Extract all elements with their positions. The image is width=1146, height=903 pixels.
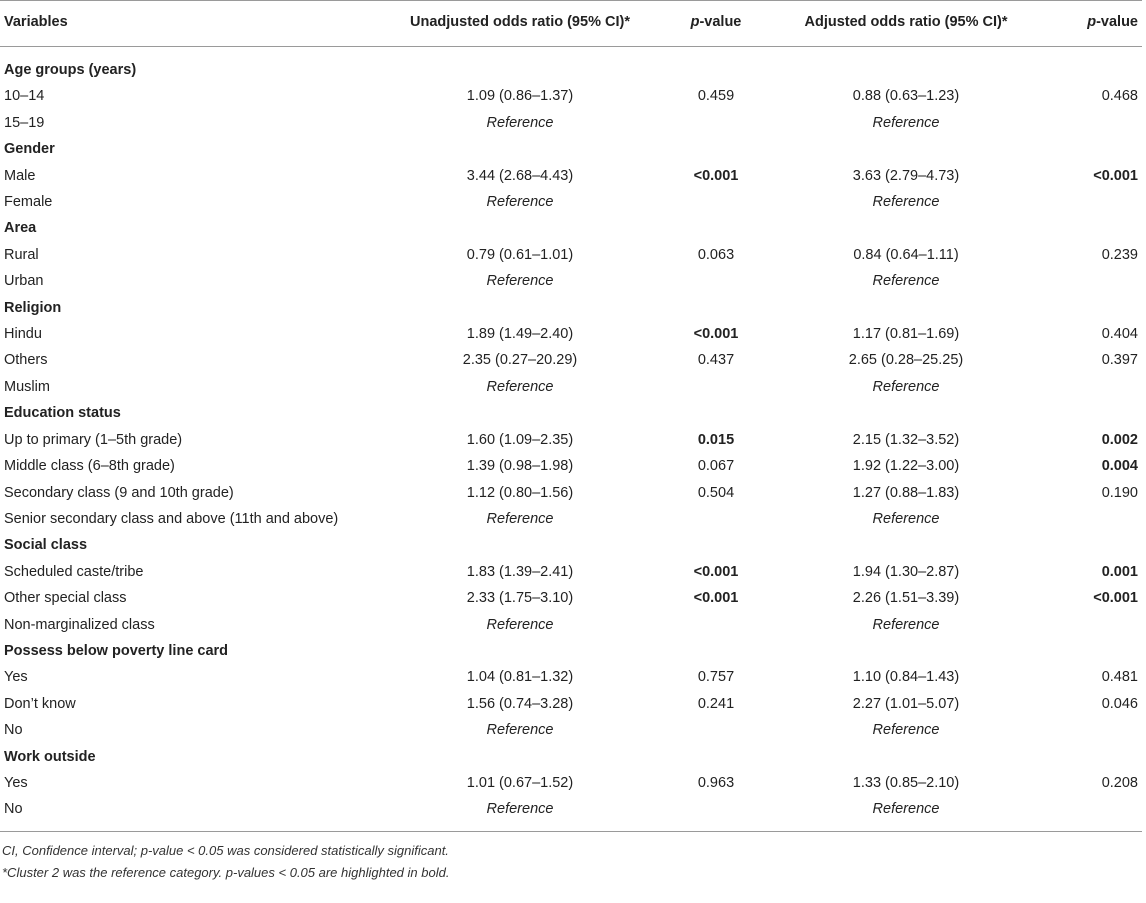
adjusted-pvalue-cell — [1048, 189, 1142, 215]
adjusted-or-cell: 1.17 (0.81–1.69) — [852, 326, 960, 343]
table-row — [0, 427, 1142, 453]
variable-label: Female — [4, 194, 53, 211]
adjusted-or-cell: 1.10 (0.84–1.43) — [852, 669, 960, 686]
adjusted-or-cell-text: Reference — [872, 801, 940, 818]
group-label: Area — [4, 220, 37, 237]
unadjusted-pvalue-cell — [668, 612, 764, 638]
header-pvalue-p: p — [690, 14, 700, 30]
table-row — [0, 242, 1142, 268]
group-header-row — [0, 400, 1142, 426]
variable-label: Rural — [4, 246, 39, 263]
adjusted-or-cell — [764, 506, 1048, 532]
header-unadjusted-odds-ratio: Unadjusted odds ratio (95% CI)* — [410, 14, 630, 30]
header-pvalue-rest: -value — [699, 14, 742, 30]
unadjusted-pvalue-cell: 0.963 — [697, 774, 735, 791]
reference-row — [0, 796, 1142, 831]
group-header-row — [0, 215, 1142, 241]
adjusted-or-cell — [764, 110, 1048, 136]
unadjusted-or-cell — [372, 189, 668, 215]
adjusted-or-cell: 1.27 (0.88–1.83) — [852, 484, 960, 501]
adjusted-pvalue-cell — [1048, 453, 1142, 479]
group-label: Religion — [4, 299, 62, 316]
table-row — [0, 691, 1142, 717]
variable-label: Hindu — [4, 326, 42, 343]
unadjusted-or-cell-text: Reference — [486, 273, 554, 290]
unadjusted-pvalue-cell: 0.504 — [697, 484, 735, 501]
unadjusted-pvalue-cell — [668, 163, 764, 189]
adjusted-or-cell-text: Reference — [872, 722, 940, 739]
adjusted-pvalue-cell: 0.397 — [1101, 352, 1138, 369]
unadjusted-or-cell-text: Reference — [486, 722, 554, 739]
unadjusted-or-cell — [372, 506, 668, 532]
unadjusted-pvalue-cell — [668, 189, 764, 215]
variable-label: Senior secondary class and above (11th and above) — [4, 510, 339, 527]
variable-label: Up to primary (1–5th grade) — [4, 431, 183, 448]
unadjusted-or-cell — [372, 268, 668, 294]
unadjusted-or-cell — [372, 796, 668, 831]
reference-row — [0, 110, 1142, 136]
unadjusted-or-cell-text: Reference — [486, 616, 554, 633]
footnotes — [0, 840, 1146, 884]
table-body — [0, 47, 1142, 832]
reference-row — [0, 268, 1142, 294]
reference-row — [0, 374, 1142, 400]
reference-row — [0, 506, 1142, 532]
group-label: Work outside — [4, 748, 96, 765]
unadjusted-or-cell-text: Reference — [486, 378, 554, 395]
unadjusted-pvalue-cell-text: <0.001 — [693, 326, 739, 343]
adjusted-or-cell — [764, 796, 1048, 831]
adjusted-pvalue-cell: 0.239 — [1101, 246, 1138, 263]
table-row — [0, 480, 1142, 506]
variable-label: 15–19 — [4, 114, 45, 131]
table-row — [0, 664, 1142, 690]
unadjusted-pvalue-cell — [668, 110, 764, 136]
adjusted-or-cell-text: Reference — [872, 510, 940, 527]
unadjusted-or-cell: 1.09 (0.86–1.37) — [466, 88, 574, 105]
unadjusted-or-cell: 1.89 (1.49–2.40) — [466, 326, 574, 343]
adjusted-pvalue-cell: 0.404 — [1101, 326, 1138, 343]
variable-label: 10–14 — [4, 88, 45, 105]
unadjusted-pvalue-cell — [668, 717, 764, 743]
group-label: Gender — [4, 141, 55, 158]
adjusted-or-cell: 2.15 (1.32–3.52) — [852, 431, 960, 448]
adjusted-pvalue-cell — [1048, 796, 1142, 831]
unadjusted-pvalue-cell: 0.437 — [697, 352, 735, 369]
variable-label: Others — [4, 352, 48, 369]
variable-label: No — [4, 722, 23, 739]
variable-label: Yes — [4, 774, 28, 791]
unadjusted-pvalue-cell: 0.459 — [697, 88, 735, 105]
header-row — [0, 1, 1142, 47]
unadjusted-pvalue-cell — [668, 585, 764, 611]
unadjusted-pvalue-cell: 0.067 — [697, 458, 735, 475]
unadjusted-or-cell — [372, 110, 668, 136]
adjusted-pvalue-cell: 0.481 — [1101, 669, 1138, 686]
adjusted-pvalue-cell: 0.468 — [1101, 88, 1138, 105]
group-label: Age groups (years) — [4, 62, 137, 78]
adjusted-pvalue-cell — [1048, 717, 1142, 743]
adjusted-pvalue-cell — [1048, 585, 1142, 611]
header-adjusted-odds-ratio: Adjusted odds ratio (95% CI)* — [804, 14, 1008, 30]
group-header-row — [0, 744, 1142, 770]
unadjusted-or-cell: 2.35 (0.27–20.29) — [462, 352, 578, 369]
adjusted-pvalue-cell-text: 0.002 — [1101, 431, 1138, 448]
adjusted-or-cell — [764, 189, 1048, 215]
unadjusted-pvalue-cell-text: 0.015 — [697, 431, 735, 448]
variable-label: Muslim — [4, 378, 50, 395]
adjusted-pvalue-cell — [1048, 612, 1142, 638]
header-pvalue-rest: -value — [1096, 14, 1138, 30]
group-label: Education status — [4, 405, 121, 422]
adjusted-pvalue-cell-text: 0.004 — [1101, 458, 1138, 475]
unadjusted-or-cell-text: Reference — [486, 194, 554, 211]
header-unadjusted-pvalue — [668, 1, 764, 47]
unadjusted-or-cell: 0.79 (0.61–1.01) — [466, 246, 574, 263]
adjusted-or-cell: 1.92 (1.22–3.00) — [852, 458, 960, 475]
table-row — [0, 163, 1142, 189]
adjusted-pvalue-cell — [1048, 374, 1142, 400]
header-adjusted-pvalue — [1048, 1, 1142, 47]
adjusted-pvalue-cell-text: 0.001 — [1101, 563, 1138, 580]
group-header-row — [0, 47, 1142, 84]
adjusted-or-cell: 2.27 (1.01–5.07) — [852, 695, 960, 712]
unadjusted-pvalue-cell — [668, 427, 764, 453]
variable-label: Scheduled caste/tribe — [4, 563, 144, 580]
group-header-row — [0, 638, 1142, 664]
unadjusted-or-cell: 1.56 (0.74–3.28) — [466, 695, 574, 712]
unadjusted-or-cell: 1.01 (0.67–1.52) — [466, 774, 574, 791]
adjusted-or-cell-text: Reference — [872, 273, 940, 290]
unadjusted-pvalue-cell: 0.241 — [697, 695, 735, 712]
variable-label: Urban — [4, 273, 44, 290]
reference-row — [0, 717, 1142, 743]
footnote-ci: CI, Confidence interval; p-value < 0.05 was considered statistically significant. — [2, 842, 449, 858]
unadjusted-or-cell — [372, 374, 668, 400]
adjusted-pvalue-cell — [1048, 163, 1142, 189]
variable-label: Secondary class (9 and 10th grade) — [4, 484, 234, 501]
unadjusted-pvalue-cell — [668, 559, 764, 585]
adjusted-pvalue-cell: 0.046 — [1101, 695, 1138, 712]
variable-label: Non-marginalized class — [4, 616, 155, 633]
adjusted-or-cell: 0.88 (0.63–1.23) — [852, 88, 960, 105]
group-label: Possess below poverty line card — [4, 642, 229, 659]
variable-label: Don’t know — [4, 695, 76, 712]
unadjusted-or-cell — [372, 612, 668, 638]
adjusted-pvalue-cell-text: <0.001 — [1093, 167, 1138, 184]
adjusted-or-cell-text: Reference — [872, 194, 940, 211]
unadjusted-or-cell: 1.60 (1.09–2.35) — [466, 431, 574, 448]
adjusted-or-cell: 2.26 (1.51–3.39) — [852, 590, 960, 607]
group-header-row — [0, 136, 1142, 162]
adjusted-or-cell — [764, 374, 1048, 400]
adjusted-or-cell-text: Reference — [872, 114, 940, 131]
variable-label: Middle class (6–8th grade) — [4, 458, 175, 475]
unadjusted-pvalue-cell-text: <0.001 — [693, 563, 739, 580]
adjusted-or-cell-text: Reference — [872, 616, 940, 633]
unadjusted-or-cell-text: Reference — [486, 510, 554, 527]
group-header-row — [0, 532, 1142, 558]
footnote-cluster: *Cluster 2 was the reference category. p-values < 0.05 are highlighted in bold. — [2, 864, 450, 880]
table-row — [0, 347, 1142, 373]
table-row — [0, 321, 1142, 347]
unadjusted-or-cell — [372, 717, 668, 743]
unadjusted-or-cell: 1.39 (0.98–1.98) — [466, 458, 574, 475]
unadjusted-pvalue-cell-text: <0.001 — [693, 167, 739, 184]
variable-label: Yes — [4, 669, 28, 686]
variable-label: Other special class — [4, 590, 127, 607]
adjusted-pvalue-cell — [1048, 110, 1142, 136]
unadjusted-pvalue-cell — [668, 506, 764, 532]
unadjusted-pvalue-cell: 0.757 — [697, 669, 735, 686]
adjusted-pvalue-cell — [1048, 268, 1142, 294]
unadjusted-or-cell-text: Reference — [486, 801, 554, 818]
adjusted-pvalue-cell — [1048, 559, 1142, 585]
unadjusted-or-cell: 3.44 (2.68–4.43) — [466, 167, 574, 184]
variable-label: No — [4, 801, 23, 818]
adjusted-or-cell: 2.65 (0.28–25.25) — [848, 352, 964, 369]
table-row — [0, 770, 1142, 796]
group-label: Social class — [4, 537, 88, 554]
adjusted-or-cell: 0.84 (0.64–1.11) — [853, 246, 959, 263]
unadjusted-or-cell: 1.12 (0.80–1.56) — [466, 484, 574, 501]
unadjusted-or-cell-text: Reference — [486, 114, 554, 131]
table-row — [0, 83, 1142, 109]
unadjusted-or-cell: 1.04 (0.81–1.32) — [466, 669, 574, 686]
header-variables: Variables — [4, 14, 68, 30]
adjusted-or-cell — [764, 717, 1048, 743]
adjusted-pvalue-cell — [1048, 427, 1142, 453]
unadjusted-pvalue-cell — [668, 374, 764, 400]
unadjusted-pvalue-cell-text: <0.001 — [693, 590, 739, 607]
table-header — [0, 1, 1142, 47]
adjusted-pvalue-cell: 0.208 — [1101, 774, 1138, 791]
reference-row — [0, 612, 1142, 638]
table-row — [0, 559, 1142, 585]
unadjusted-pvalue-cell — [668, 796, 764, 831]
adjusted-pvalue-cell-text: <0.001 — [1093, 590, 1138, 607]
unadjusted-pvalue-cell — [668, 268, 764, 294]
unadjusted-pvalue-cell — [668, 321, 764, 347]
table-row — [0, 585, 1142, 611]
unadjusted-pvalue-cell: 0.063 — [697, 246, 735, 263]
variable-label: Male — [4, 167, 36, 184]
header-pvalue-p: p — [1087, 14, 1097, 30]
unadjusted-or-cell: 1.83 (1.39–2.41) — [466, 563, 574, 580]
adjusted-or-cell — [764, 268, 1048, 294]
group-header-row — [0, 295, 1142, 321]
adjusted-or-cell: 1.33 (0.85–2.10) — [852, 774, 960, 791]
adjusted-or-cell — [764, 612, 1048, 638]
adjusted-pvalue-cell: 0.190 — [1101, 484, 1138, 501]
adjusted-or-cell: 3.63 (2.79–4.73) — [852, 167, 960, 184]
adjusted-or-cell-text: Reference — [872, 378, 940, 395]
adjusted-pvalue-cell — [1048, 506, 1142, 532]
unadjusted-or-cell: 2.33 (1.75–3.10) — [466, 590, 574, 607]
adjusted-or-cell: 1.94 (1.30–2.87) — [852, 563, 960, 580]
reference-row — [0, 189, 1142, 215]
table-row — [0, 453, 1142, 479]
